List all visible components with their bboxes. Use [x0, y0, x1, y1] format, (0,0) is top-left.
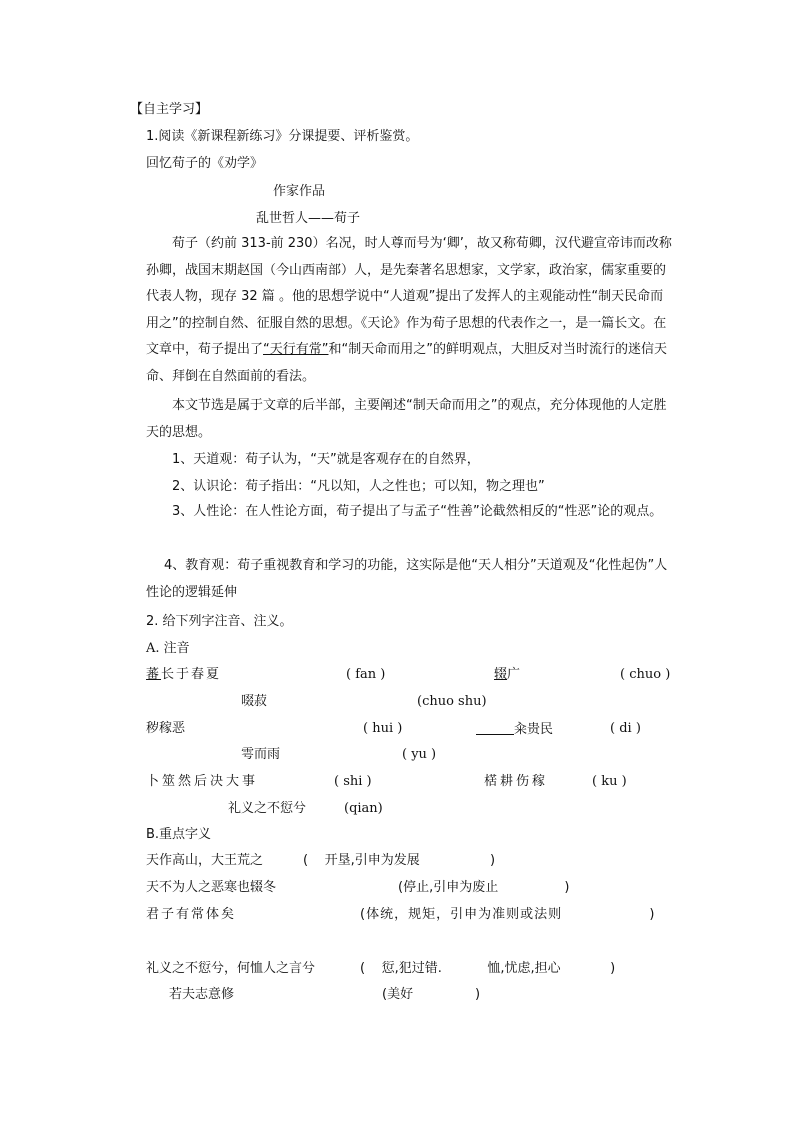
- pinyin-word: 籴贵民: [476, 720, 553, 739]
- bio-paragraph: [146, 231, 674, 390]
- pinyin-word: 啜菽: [241, 694, 268, 709]
- bio-underline: “天行有常”: [263, 342, 329, 357]
- recall-line: 回忆荀子的《劝学》: [146, 156, 264, 171]
- section-b: B.重点字义: [146, 827, 212, 842]
- pinyin-answer: ( hui ): [363, 721, 403, 736]
- pinyin-answer: ( yu ): [402, 747, 437, 762]
- meaning-phrase: 君子有常体矣: [146, 907, 237, 922]
- fill-blank: [476, 720, 514, 735]
- pinyin-word: 秽稼恶: [146, 721, 186, 736]
- section-title: 【自主学习】: [130, 102, 209, 117]
- pinyin-answer: ( chuo ): [620, 667, 671, 682]
- meaning-answer: (体统，规矩，引申为准则或法则 ): [360, 907, 656, 922]
- meaning-answer: (美好 ): [382, 987, 481, 1002]
- question-2: 2. 给下列字注音、注义。: [146, 614, 293, 629]
- section-a: A. 注音: [146, 641, 190, 656]
- pinyin-answer: ( di ): [610, 721, 641, 736]
- meaning-phrase: 天作高山，大王荒之: [146, 853, 264, 868]
- heading-author-works: 作家作品: [273, 184, 326, 199]
- pinyin-answer: ( shi ): [334, 774, 372, 789]
- pinyin-word: 雩而雨: [241, 747, 281, 762]
- pinyin-word: 卜筮然后决大事: [146, 774, 259, 789]
- section-paragraph: 本文节选是属于文章的后半部，主要阐述“制天命而用之”的观点，充分体现他的人定胜天的思想。: [146, 398, 667, 440]
- meaning-answer: (停止,引申为废止 ): [398, 880, 570, 895]
- question-1: 1.阅读《新课程新练习》分课提要、评析鉴赏。: [146, 129, 419, 144]
- pinyin-answer: ( fan ): [346, 667, 386, 682]
- meaning-phrase: 礼义之不愆兮，何恤人之言兮: [146, 961, 316, 976]
- bio-tail: 和“制天命而用之”的鲜明观点，大胆反对当时流行的迷信天命、拜倒在自然面前的看法。: [146, 342, 667, 384]
- meaning-phrase: 天不为人之恶寒也辍冬: [146, 880, 277, 895]
- heading-xunzi: 乱世哲人——荀子: [256, 211, 361, 226]
- meaning-answer: ( 愆,犯过错. 恤,忧虑,担心 ): [360, 961, 616, 976]
- point-2: 2、认识论：荀子指出：“凡以知，人之性也；可以知，物之理也”: [172, 479, 545, 494]
- pinyin-word: 蕃长于春夏: [146, 667, 222, 682]
- bio-text: 荀子（约前 313-前 230）名况，时人尊而号为‘卿’，故又称荀卿，汉代避宣帝讳而改称孙卿，战国末期赵国（今山西南部）人，是先秦著名思想家，文学家，政治家，儒家重要的代表人物，现存 32 篇 。他的思想学说中“人道观”提出了发挥人的主观能动性“制天民命而用之”的控制自然、征服自然的思想。《天论》作为荀子思想的代表作之一，是一篇长文。在文章中，荀子提出了: [146, 236, 672, 357]
- point-1: 1、天道观：荀子认为，“天”就是客观存在的自然界，: [172, 452, 480, 467]
- pinyin-word: 辍广: [494, 667, 521, 682]
- pinyin-answer: (chuo shu): [417, 694, 487, 709]
- pinyin-answer: (qian): [344, 801, 383, 816]
- point-3: 3、人性论：在人性论方面，荀子提出了与孟子“性善”论截然相反的“性恶”论的观点。: [172, 504, 663, 519]
- pinyin-word: 楛耕伤稼: [484, 774, 549, 789]
- meaning-answer: ( 开垦,引申为发展 ): [303, 853, 496, 868]
- pinyin-answer: ( ku ): [592, 774, 627, 789]
- meaning-phrase: 若夫志意修: [169, 987, 235, 1002]
- pinyin-word: 礼义之不愆兮: [228, 801, 307, 816]
- point-4: 4、教育观：荀子重视教育和学习的功能，这实际是他“天人相分”天道观及“化性起伪”人性论的逻辑延伸: [146, 558, 668, 600]
